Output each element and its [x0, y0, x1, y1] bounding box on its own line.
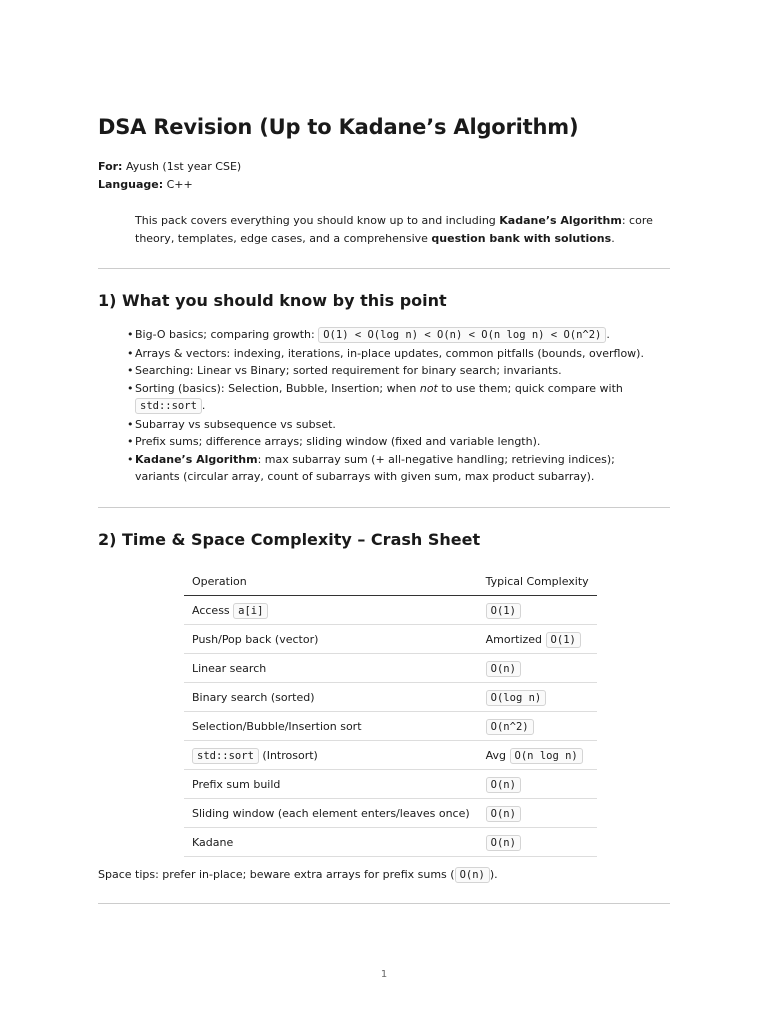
bullet-text: Big-O basics; comparing growth:	[135, 328, 319, 341]
inline-code: O(n)	[486, 835, 521, 851]
inline-code: O(1)	[486, 603, 521, 619]
section1-heading: 1) What you should know by this point	[98, 291, 447, 310]
bullet-emphasis: not	[419, 381, 438, 395]
page-number: 1	[380, 969, 388, 980]
complexity-cell	[478, 741, 597, 770]
bullet-item	[127, 345, 647, 363]
inline-code: std::sort	[192, 748, 259, 764]
meta-language-line	[98, 176, 241, 194]
table-row	[184, 828, 597, 857]
meta-for-value: Ayush (1st year CSE)	[125, 160, 242, 173]
table-row	[184, 625, 597, 654]
meta-language-value: C++	[166, 178, 193, 191]
complexity-cell	[478, 596, 597, 625]
meta-for-line	[98, 158, 241, 176]
operation-cell: Prefix sum build	[184, 770, 478, 799]
bullet-text: .	[201, 399, 206, 412]
complexity-cell	[478, 683, 597, 712]
operation-cell: Sliding window (each element enters/leaves once)	[184, 799, 478, 828]
operation-text: (Introsort)	[258, 748, 318, 762]
document-meta	[98, 158, 241, 194]
complexity-prefix: Amortized	[485, 632, 546, 646]
intro-bold-2: question bank with solutions	[431, 232, 612, 245]
divider	[98, 268, 670, 269]
table-row	[184, 741, 597, 770]
inline-code: std::sort	[135, 398, 202, 414]
intro-bold-1: Kadane’s Algorithm	[499, 214, 622, 227]
complexity-cell	[478, 770, 597, 799]
space-tips	[98, 866, 498, 884]
inline-code: O(n)	[486, 777, 521, 793]
bullet-text: Subarray vs subsequence vs subset.	[135, 417, 336, 431]
intro-text-1: This pack covers everything you should know up to and including	[135, 214, 500, 227]
table-row	[184, 799, 597, 828]
operation-text: Access	[192, 603, 234, 617]
inline-code: O(1) < O(log n) < O(n) < O(n log n) < O(n^2)	[318, 327, 606, 343]
inline-code: O(n log n)	[510, 748, 583, 764]
bullet-item	[127, 433, 647, 451]
bullet-text: Searching: Linear vs Binary; sorted requirement for binary search; invariants.	[135, 364, 562, 377]
inline-code: O(n^2)	[486, 719, 534, 735]
complexity-cell	[478, 712, 597, 741]
inline-code: O(1)	[546, 632, 581, 648]
inline-code: a[i]	[233, 603, 268, 619]
bullet-text: Prefix sums; difference arrays; sliding window (fixed and variable length).	[135, 435, 541, 448]
table-row	[184, 596, 597, 625]
bullet-item	[127, 380, 647, 416]
operation-cell: Push/Pop back (vector)	[184, 625, 478, 654]
intro-text-2: : core theory, templates, edge cases, and a comprehensive	[135, 214, 653, 245]
bullet-text: .	[606, 328, 610, 341]
table-row	[184, 712, 597, 741]
bullet-bold: Kadane’s Algorithm	[135, 452, 258, 466]
inline-code: O(log n)	[486, 690, 547, 706]
operation-cell	[184, 741, 478, 770]
bullet-item	[127, 362, 647, 380]
column-header-complexity: Typical Complexity	[478, 568, 597, 596]
inline-code: O(n)	[455, 867, 490, 883]
complexity-cell	[478, 799, 597, 828]
document-title: DSA Revision (Up to Kadane’s Algorithm)	[98, 115, 579, 139]
bullet-text: Arrays & vectors: indexing, iterations, in-place updates, common pitfalls (bounds, overflow).	[135, 346, 644, 360]
bullet-item	[127, 416, 647, 434]
intro-paragraph	[135, 212, 655, 248]
meta-language-label: Language:	[98, 178, 164, 191]
operation-cell: Selection/Bubble/Insertion sort	[184, 712, 478, 741]
divider	[98, 507, 670, 508]
space-tips-text: Space tips: prefer in-place; beware extra arrays for prefix sums (	[98, 868, 455, 881]
operation-cell: Binary search (sorted)	[184, 683, 478, 712]
operation-cell	[184, 596, 478, 625]
bullet-item	[127, 326, 647, 345]
table-row	[184, 654, 597, 683]
bullet-text: to use them; quick compare with	[437, 381, 623, 395]
section2-heading: 2) Time & Space Complexity – Crash Sheet	[98, 530, 481, 549]
intro-text-3: .	[611, 232, 615, 245]
bullet-item	[127, 451, 647, 486]
complexity-cell	[478, 654, 597, 683]
divider	[98, 903, 670, 904]
bullet-text: Sorting (basics): Selection, Bubble, Insertion; when	[135, 381, 420, 395]
complexity-prefix: Avg	[485, 748, 510, 762]
table-header-row	[184, 568, 597, 596]
bullet-text: : max subarray sum (+ all-negative handling; retrieving indices); variants (circular array, count of subarrays with given sum, max product subarray).	[135, 452, 615, 483]
complexity-table	[184, 568, 597, 857]
complexity-cell	[478, 625, 597, 654]
space-tips-after: ).	[489, 868, 498, 881]
complexity-cell	[478, 828, 597, 857]
section1-bullet-list	[127, 326, 647, 486]
operation-cell: Kadane	[184, 828, 478, 857]
inline-code: O(n)	[486, 661, 521, 677]
table-row	[184, 770, 597, 799]
inline-code: O(n)	[486, 806, 521, 822]
meta-for-label: For:	[98, 160, 123, 173]
operation-cell: Linear search	[184, 654, 478, 683]
table-row	[184, 683, 597, 712]
column-header-operation: Operation	[184, 568, 478, 596]
